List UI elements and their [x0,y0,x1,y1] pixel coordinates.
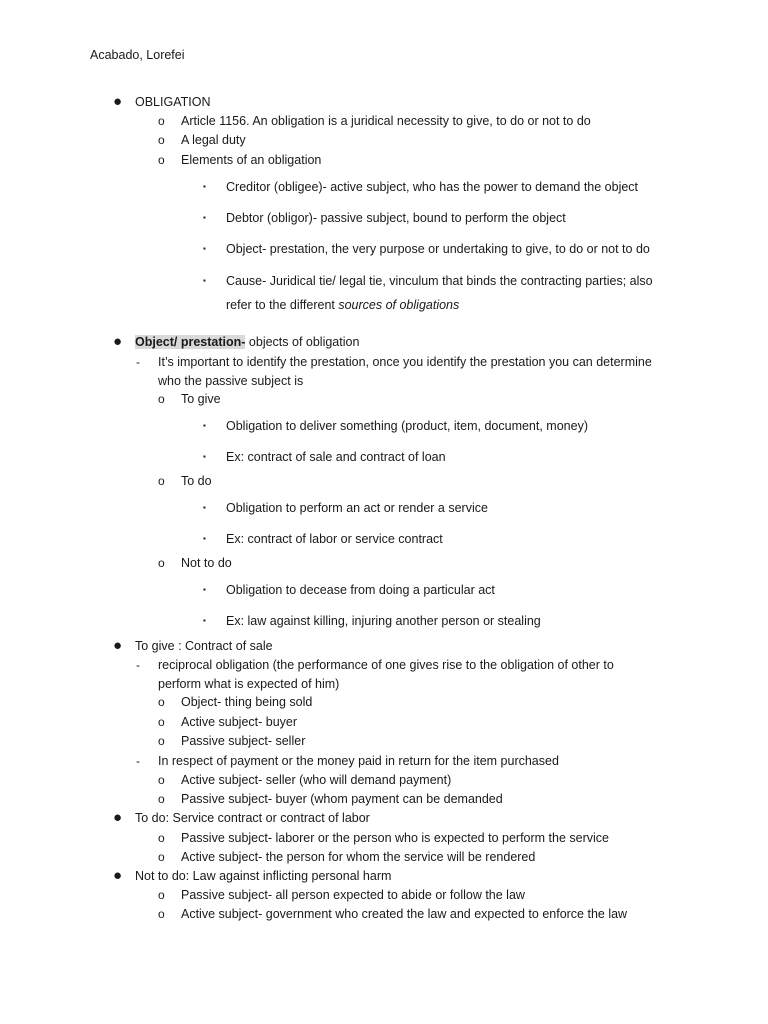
text-segment: objects of obligation [245,335,360,349]
bullet-square: ▪ [203,534,206,543]
list-item: Obligation to perform an act or render a service [226,501,488,515]
bullet-circle: o [158,556,165,570]
bullet-dot: ● [113,637,123,654]
bullet-circle: o [158,792,165,806]
list-item: Object- prestation, the very purpose or undertaking to give, to do or not to do [226,242,650,256]
list-item: Ex: contract of labor or service contract [226,532,443,546]
section-object-title [135,334,359,350]
list-item-continuation: perform what is expected of him) [158,677,340,691]
bullet-circle: o [158,695,165,709]
bullet-square: ▪ [203,182,206,191]
bullet-circle: o [158,392,165,406]
list-item: Creditor (obligee)- active subject, who has the power to demand the object [226,180,639,194]
list-item: To do [181,474,212,488]
highlighted-term: Object/ prestation- [135,335,246,349]
bullet-circle: o [158,153,165,167]
emphasized-text: sources of obligations [338,298,460,312]
section-not-to-do-title: Not to do: Law against inflicting personal harm [135,869,392,883]
bullet-circle: o [158,850,165,864]
list-item: Elements of an obligation [181,153,322,167]
section-to-do-title: To do: Service contract or contract of labor [135,811,370,825]
list-item: Active subject- buyer [181,715,298,729]
list-item: Obligation to decease from doing a particular act [226,583,495,597]
list-item: Ex: contract of sale and contract of loan [226,450,446,464]
bullet-square: ▪ [203,276,206,285]
list-item: Ex: law against killing, injuring another person or stealing [226,614,541,628]
list-item: A legal duty [181,133,246,147]
bullet-dot: ● [113,93,123,110]
list-item: Active subject- government who created the law and expected to enforce the law [181,907,628,921]
list-item: Debtor (obligor)- passive subject, bound to perform the object [226,211,566,225]
bullet-dot: ● [113,809,123,826]
author-name: Acabado, Lorefei [90,48,185,62]
list-item: reciprocal obligation (the performance of one gives rise to the obligation of other to [158,658,614,672]
list-item: Active subject- the person for whom the service will be rendered [181,850,536,864]
bullet-circle: o [158,888,165,902]
list-item: To give [181,392,221,406]
bullet-square: ▪ [203,616,206,625]
bullet-dash: - [136,658,140,672]
bullet-circle: o [158,474,165,488]
section-obligation-title: OBLIGATION [135,95,211,109]
list-item: Passive subject- all person expected to abide or follow the law [181,888,525,902]
bullet-square: ▪ [203,452,206,461]
list-item: Passive subject- laborer or the person who is expected to perform the service [181,831,609,845]
bullet-dot: ● [113,333,123,350]
text-segment: refer to the different [226,298,339,312]
bullet-circle: o [158,773,165,787]
list-item: In respect of payment or the money paid in return for the item purchased [158,754,559,768]
list-item: Object- thing being sold [181,695,313,709]
bullet-circle: o [158,734,165,748]
list-item: Active subject- seller (who will demand payment) [181,773,452,787]
bullet-circle: o [158,715,165,729]
bullet-square: ▪ [203,421,206,430]
bullet-square: ▪ [203,213,206,222]
bullet-square: ▪ [203,244,206,253]
list-item: It’s important to identify the prestation, once you identify the prestation you can determine [158,355,652,369]
bullet-dot: ● [113,867,123,884]
section-to-give-title: To give : Contract of sale [135,639,273,653]
list-item: Obligation to deliver something (product, item, document, money) [226,419,588,433]
bullet-circle: o [158,831,165,845]
bullet-circle: o [158,114,165,128]
list-item-continuation: who the passive subject is [158,374,304,388]
bullet-circle: o [158,133,165,147]
bullet-square: ▪ [203,585,206,594]
list-item: Not to do [181,556,232,570]
list-item-continuation [226,297,459,313]
bullet-square: ▪ [203,503,206,512]
bullet-dash: - [136,355,140,369]
list-item: Cause- Juridical tie/ legal tie, vinculum that binds the contracting parties; also [226,274,653,288]
list-item: Article 1156. An obligation is a juridical necessity to give, to do or not to do [181,114,591,128]
list-item: Passive subject- buyer (whom payment can be demanded [181,792,503,806]
bullet-circle: o [158,907,165,921]
bullet-dash: - [136,754,140,768]
list-item: Passive subject- seller [181,734,306,748]
